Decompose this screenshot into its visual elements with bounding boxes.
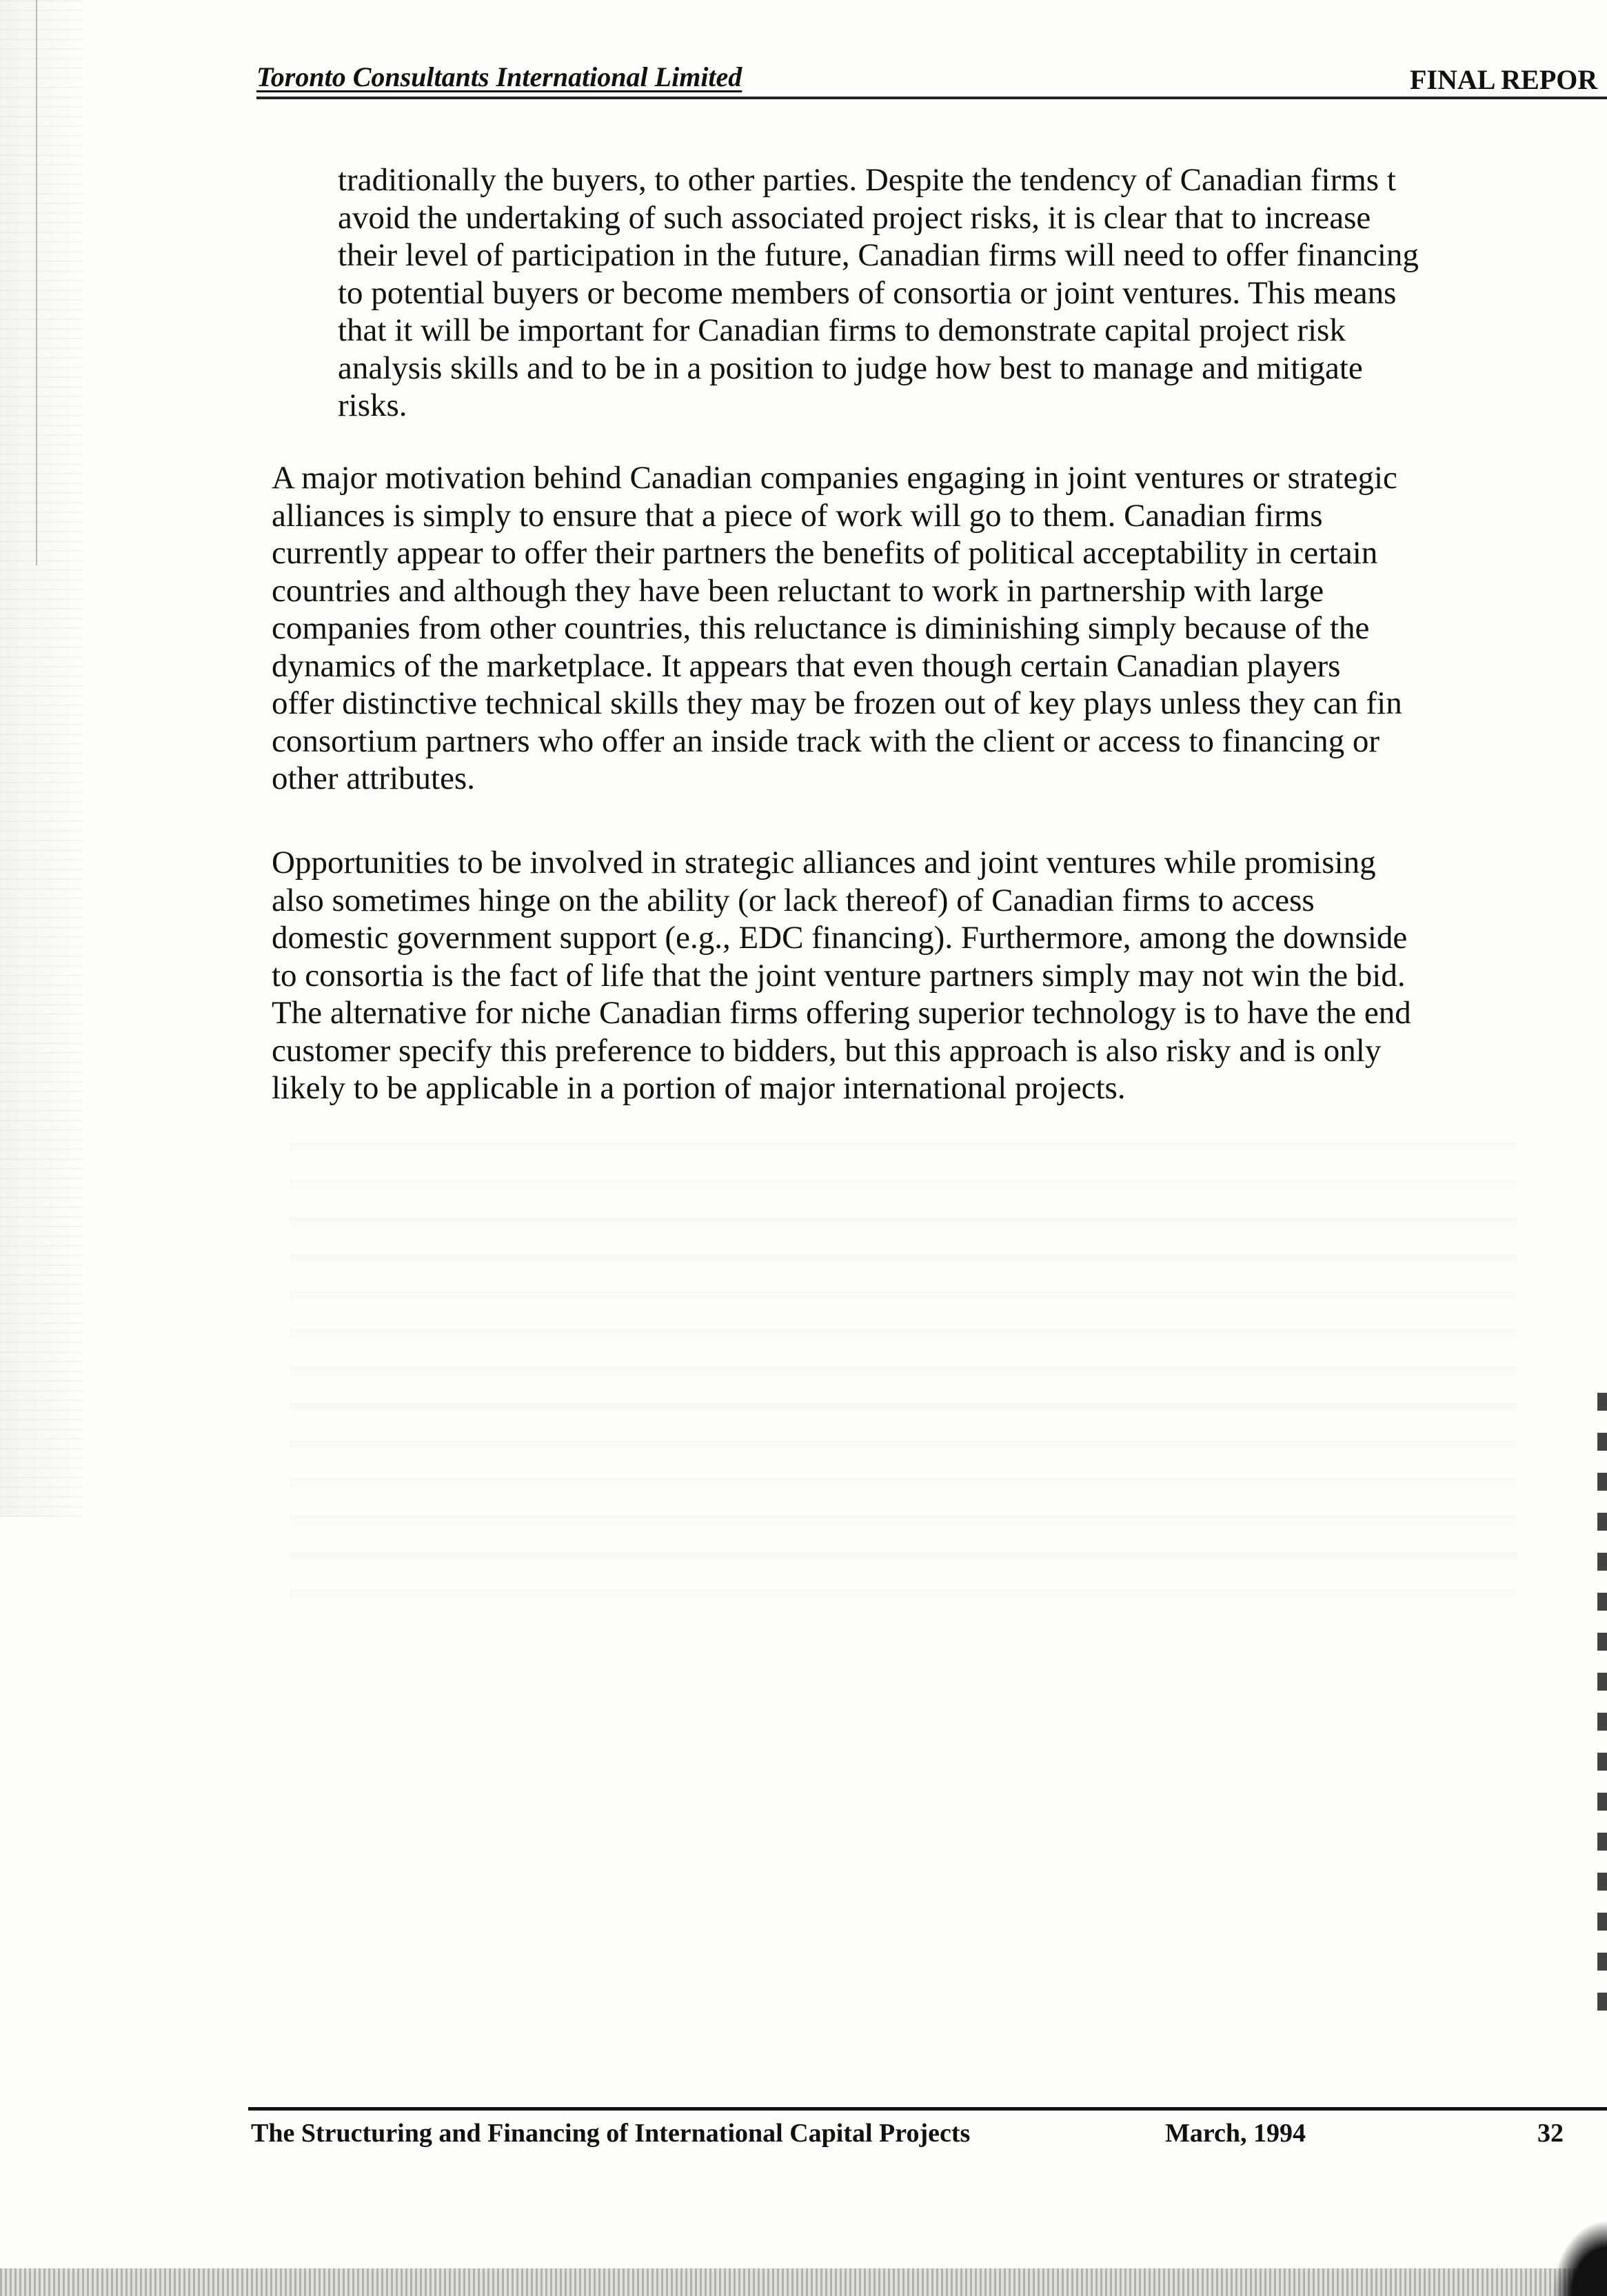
paragraph-line: to potential buyers or become members of consortia or joint ventures. This means (338, 274, 1397, 311)
paragraph-line: analysis skills and to be in a position to judge how best to manage and mitigate (338, 350, 1363, 386)
paragraph-line: countries and although they have been reluctant to work in partnership with large (272, 572, 1324, 609)
header-divider (256, 97, 1607, 99)
paragraph-line: to consortia is the fact of life that the joint venture partners simply may not win the bid. (272, 957, 1406, 994)
paragraph-line: alliances is simply to ensure that a piece of work will go to them. Canadian firms (272, 497, 1323, 534)
paragraph-line: currently appear to offer their partners the benefits of political acceptability in certain (272, 535, 1378, 571)
footer-document-title: The Structuring and Financing of International Capital Projects (251, 2119, 971, 2148)
paragraph-line: other attributes. (272, 761, 475, 796)
paragraph-line: avoid the undertaking of such associated project risks, it is clear that to increase (338, 199, 1371, 236)
paragraph-line: The alternative for niche Canadian firms offering superior technology is to have the end (272, 995, 1411, 1031)
paragraph-line: that it will be important for Canadian firms to demonstrate capital project risk (338, 312, 1346, 348)
paragraph-line: domestic government support (e.g., EDC financing). Furthermore, among the downside (272, 920, 1408, 956)
paragraph-line: companies from other countries, this reluctance is diminishing simply because of the (272, 610, 1370, 646)
paragraph-line: A major motivation behind Canadian companies engaging in joint ventures or strategic (272, 460, 1397, 496)
paragraph-line: traditionally the buyers, to other parties. Despite the tendency of Canadian firms t (338, 162, 1396, 198)
footer-divider (248, 2107, 1607, 2111)
paragraph-line: their level of participation in the future, Canadian firms will need to offer financing (338, 237, 1419, 273)
page-number: 32 (1537, 2119, 1564, 2148)
paragraph-line: dynamics of the marketplace. It appears that even though certain Canadian players (272, 647, 1341, 684)
bleed-through-text-area (290, 1117, 1517, 1600)
footer-date: March, 1994 (1165, 2119, 1306, 2148)
facing-page-edge-fragments (1597, 1393, 1607, 2013)
header-company-name: Toronto Consultants International Limited (256, 61, 742, 92)
header-report-label: FINAL REPOR (1410, 64, 1598, 95)
paragraph-line: Opportunities to be involved in strategic alliances and joint ventures while promising (272, 845, 1376, 880)
scan-edge-left (0, 0, 83, 1517)
paragraph-line: customer specify this preference to bidders, but this approach is also risky and is only (272, 1032, 1382, 1069)
paragraph-1 (338, 161, 1419, 425)
paragraph-2 (272, 459, 1402, 798)
scan-corner-shadow (1552, 2220, 1607, 2296)
paragraph-line: offer distinctive technical skills they may be frozen out of key plays unless they can fin (272, 685, 1402, 721)
paragraph-line: risks. (338, 387, 407, 423)
paragraph-line: consortium partners who offer an inside track with the client or access to financing or (272, 723, 1380, 759)
paragraph-3 (272, 844, 1411, 1107)
paragraph-line: likely to be applicable in a portion of major international projects. (272, 1070, 1126, 1106)
scan-line-left (36, 0, 37, 565)
scan-edge-bottom (0, 2268, 1607, 2296)
paragraph-line: also sometimes hinge on the ability (or lack thereof) of Canadian firms to access (272, 882, 1315, 918)
